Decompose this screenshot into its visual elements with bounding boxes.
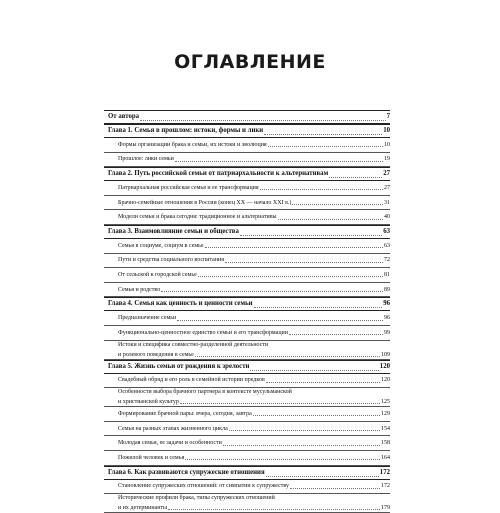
toc-section-title: Молодая семья, ее задачи и особенности xyxy=(118,440,222,447)
toc-section[interactable] xyxy=(104,138,390,152)
dot-leader xyxy=(264,134,382,135)
toc-section-title: Формы организации брака и семьи, их истоки и эволюция xyxy=(118,141,267,148)
toc-section-title: Патриархальная российская семья и ее трансформация xyxy=(118,184,259,191)
dot-leader xyxy=(240,235,382,236)
toc-section-page: 72 xyxy=(384,257,390,264)
toc-section-title: Семья и родство xyxy=(118,286,161,293)
toc-chapter-title: Глава 4. Семья как ценность и ценности семьи xyxy=(108,300,253,308)
dot-leader xyxy=(223,445,380,446)
dot-leader xyxy=(268,146,383,147)
toc-section-title: Брачно-семейные отношения в России (конец XX — начало XXI в.) xyxy=(118,199,292,206)
toc-section-page: 96 xyxy=(384,315,390,322)
toc-chapter[interactable] xyxy=(104,226,390,238)
toc-chapter-page: 10 xyxy=(383,127,390,134)
toc-section[interactable] xyxy=(104,239,390,253)
toc-chapter-page: 96 xyxy=(383,300,390,308)
toc-section-page: 129 xyxy=(381,410,390,417)
dot-leader xyxy=(253,415,380,416)
toc-section[interactable] xyxy=(104,341,390,359)
toc-section-title-line1: Истоки и специфика совместно-разделенной деятельности xyxy=(118,341,269,348)
dot-leader xyxy=(260,189,383,190)
toc-section-page: 10 xyxy=(384,141,390,148)
toc-chapter[interactable] xyxy=(104,111,390,123)
dot-leader xyxy=(161,291,383,292)
toc-section-page: 63 xyxy=(384,242,390,249)
toc-section[interactable] xyxy=(104,388,390,406)
toc-section[interactable] xyxy=(104,374,390,388)
toc-chapter-page: 172 xyxy=(379,468,390,476)
dot-leader xyxy=(266,476,379,477)
toc-section[interactable] xyxy=(104,326,390,340)
toc-chapter-title: Глава 6. Как развиваются супружеские отношения xyxy=(108,468,265,476)
toc-section[interactable] xyxy=(104,451,390,465)
toc-chapter[interactable] xyxy=(104,168,390,180)
toc-chapter-title: Глава 3. Взаимовлияние семьи и общества xyxy=(108,227,239,235)
dot-leader xyxy=(278,219,383,220)
toc-section-page: 40 xyxy=(384,214,390,221)
toc-section-title: Функционально-ценностное единство семьи и его трансформации xyxy=(118,329,288,336)
table-of-contents xyxy=(104,110,390,513)
toc-section[interactable] xyxy=(104,181,390,195)
dot-leader xyxy=(195,356,380,357)
toc-section-title: Семья на разных этапах жизненного цикла xyxy=(118,425,228,432)
toc-section-page: 172 xyxy=(381,483,390,490)
toc-section-title: Пути и средства социального воспитания xyxy=(118,257,224,264)
toc-section-title: Семья в социуме, социум в семье xyxy=(118,242,204,249)
toc-section-title: Формирование брачной пары: вчера, сегодня, завтра xyxy=(118,410,252,417)
toc-section-page: 154 xyxy=(381,425,390,432)
toc-section-title: Прошлое: лики семьи xyxy=(118,156,174,163)
dot-leader xyxy=(290,488,380,489)
toc-chapter-title: Глава 1. Семья в прошлом: истоки, формы и лики xyxy=(108,127,264,134)
toc-section-title-line2: и христианской культур xyxy=(118,399,179,406)
toc-chapter-title: От автора xyxy=(108,113,140,120)
dot-leader xyxy=(250,370,378,371)
toc-chapter-page: 7 xyxy=(386,113,390,120)
toc-section-title: Пожилой человек и семья xyxy=(118,454,185,461)
toc-section[interactable] xyxy=(104,268,390,282)
dot-leader xyxy=(168,509,380,510)
toc-section-page: 120 xyxy=(381,377,390,384)
toc-section-title: Становление супружеских отношений: от симпатии к супружеству xyxy=(118,483,289,490)
toc-section-page: 31 xyxy=(384,199,390,206)
toc-chapter-page: 63 xyxy=(383,227,390,235)
dot-leader xyxy=(225,262,383,263)
dot-leader xyxy=(292,204,383,205)
toc-section-title: Предназначение семьи xyxy=(118,315,177,322)
toc-chapter-title: Глава 5. Жизнь семьи от рождения к зрелости xyxy=(108,362,250,370)
dot-leader xyxy=(266,382,380,383)
toc-section-page: 179 xyxy=(381,505,390,512)
toc-section-line2 xyxy=(118,503,390,512)
toc-section-page: 81 xyxy=(384,271,390,278)
toc-section-title-line2: и ролевого поведения в семье xyxy=(118,351,194,358)
toc-section-title-line2: и их детерминанты xyxy=(118,505,168,512)
toc-section[interactable] xyxy=(104,480,390,494)
toc-chapter-page: 120 xyxy=(379,362,390,370)
dot-leader xyxy=(198,276,383,277)
page-title: ОГЛАВЛЕНИЕ xyxy=(174,51,326,73)
toc-section-title: Свадебный обряд и его роль в семейной истории предков xyxy=(118,377,265,384)
toc-section-page: 89 xyxy=(384,286,390,293)
dot-leader xyxy=(180,403,380,404)
dot-leader xyxy=(177,320,383,321)
toc-section-page: 164 xyxy=(381,454,390,461)
toc-section-line2 xyxy=(118,397,390,406)
toc-section[interactable] xyxy=(104,311,390,325)
toc-section-title: Модели семьи и брака сегодня: традиционное и альтернативы xyxy=(118,214,277,221)
toc-section-page: 158 xyxy=(381,440,390,447)
toc-section[interactable] xyxy=(104,436,390,450)
toc-section-title: От сельской к городской семье xyxy=(118,271,197,278)
dot-leader xyxy=(185,459,380,460)
dot-leader xyxy=(140,120,386,121)
toc-section[interactable] xyxy=(104,283,390,297)
toc-section[interactable] xyxy=(104,254,390,268)
toc-chapter-title: Глава 2. Путь российской семьи от патриархальности к альтернативам xyxy=(108,170,329,178)
dot-leader xyxy=(229,430,380,431)
toc-chapter[interactable] xyxy=(104,125,390,137)
toc-section[interactable] xyxy=(104,407,390,421)
dot-leader xyxy=(254,307,383,308)
toc-section[interactable] xyxy=(104,210,390,224)
dot-leader xyxy=(205,247,383,248)
dot-leader xyxy=(289,334,383,335)
toc-section-page: 109 xyxy=(381,351,390,358)
toc-section-page: 125 xyxy=(381,399,390,406)
dot-leader xyxy=(175,161,383,162)
toc-chapter[interactable] xyxy=(104,298,390,310)
toc-section[interactable] xyxy=(104,153,390,167)
toc-section[interactable] xyxy=(104,494,390,512)
toc-chapter[interactable] xyxy=(104,361,390,373)
dot-leader xyxy=(329,177,382,178)
toc-section-line2 xyxy=(118,350,390,359)
toc-section[interactable] xyxy=(104,422,390,436)
toc-section[interactable] xyxy=(104,196,390,210)
toc-section-page: 19 xyxy=(384,156,390,163)
toc-chapter-page: 27 xyxy=(383,170,390,178)
toc-section-page: 99 xyxy=(384,329,390,336)
toc-section-title-line1: Исторические профили брака, типы супружеских отношений xyxy=(118,495,275,502)
toc-chapter[interactable] xyxy=(104,467,390,479)
toc-section-title-line1: Особенности выбора брачного партнера в контексте мусульманской xyxy=(118,389,292,396)
toc-section-page: 27 xyxy=(384,184,390,191)
